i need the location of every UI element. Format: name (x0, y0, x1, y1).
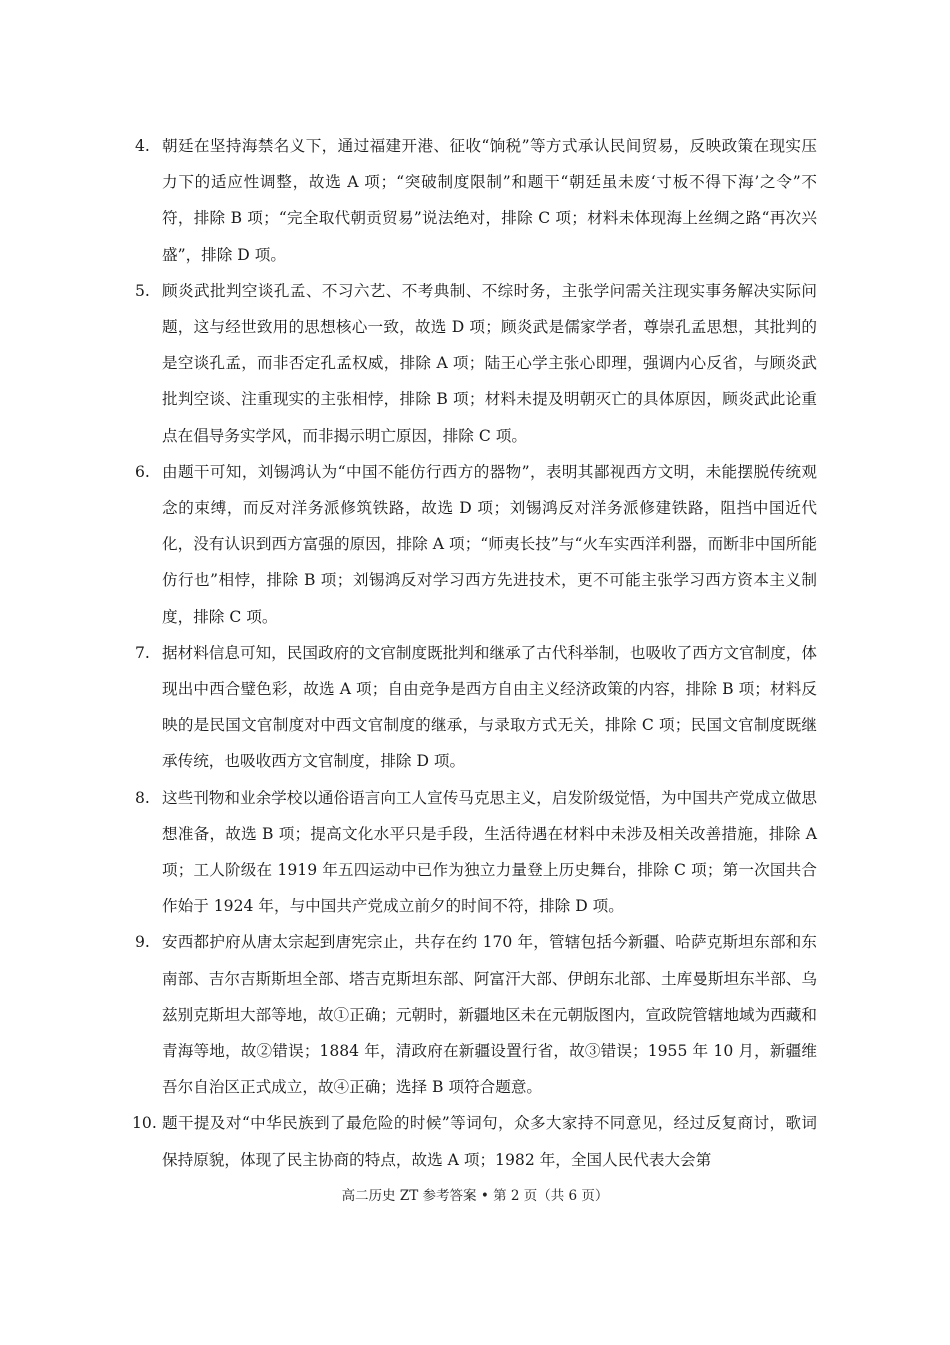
page-footer: 高二历史 ZT 参考答案 • 第 2 页（共 6 页） (341, 1188, 609, 1204)
answer-item-7 (135, 635, 817, 780)
answer-number: 6. (135, 462, 150, 481)
answer-explanation: 顾炎武批判空谈孔孟、不习六艺、不考典制、不综时务，主张学问需关注现实事务解决实际问题，这与经世致用的思想核心一致，故选 D 项；顾炎武是儒家学者，尊崇孔孟思想，其批判的是空谈孔孟，而非否定孔孟权威，排除 A 项；陆王心学主张心即理，强调内心反省，与顾炎武批判空谈、注重现实的主张相悖，排除 B 项；材料未提及明朝灭亡的具体原因，顾炎武此论重点在倡导务实学风，而非揭示明亡原因，排除 C 项。 (162, 281, 817, 445)
answer-explanation: 题干提及对“中华民族到了最危险的时候”等词句，众多大家持不同意见，经过反复商讨，歌词保持原貌，体现了民主协商的特点，故选 A 项；1982 年，全国人民代表大会第 (162, 1114, 817, 1169)
answer-explanation: 由题干可知，刘锡鸿认为“中国不能仿行西方的器物”，表明其鄙视西方文明，未能摆脱传统观念的束缚，而反对洋务派修筑铁路，故选 D 项；刘锡鸿反对洋务派修建铁路，阻挡中国近代化，没有认识到西方富强的原因，排除 A 项；“师夷长技”与“火车实西洋利器，而断非中国所能仿行也”相悖，排除 B 项；刘锡鸿反对学习西方先进技术，更不可能主张学习西方资本主义制度，排除 C 项。 (162, 462, 817, 626)
answer-explanation: 朝廷在坚持海禁名义下，通过福建开港、征收“饷税”等方式承认民间贸易，反映政策在现实压力下的适应性调整，故选 A 项；“突破制度限制”和题干“朝廷虽未废‘寸板不得下海’之令”不符，排除 B 项；“完全取代朝贡贸易”说法绝对，排除 C 项；材料未体现海上丝绸之路“再次兴盛”，排除 D 项。 (162, 137, 817, 264)
answer-item-4 (135, 128, 817, 273)
answer-number: 10. (132, 1114, 157, 1133)
answer-item-6 (135, 454, 817, 635)
answer-number: 7. (135, 643, 150, 662)
answer-item-8 (135, 780, 817, 925)
answer-number: 9. (135, 933, 150, 952)
answer-number: 4. (135, 137, 150, 155)
answer-number: 8. (135, 788, 150, 807)
answer-explanation: 这些刊物和业余学校以通俗语言向工人宣传马克思主义，启发阶级觉悟，为中国共产党成立做思想准备，故选 B 项；提高文化水平只是手段，生活待遇在材料中未涉及相关改善措施，排除 A 项；工人阶级在 1919 年五四运动中已作为独立力量登上历史舞台，排除 C 项；第一次国共合作始于 1924 年，与中国共产党成立前夕的时间不符，排除 D 项。 (162, 788, 817, 916)
answer-list (132, 128, 817, 1178)
answer-explanation: 据材料信息可知，民国政府的文官制度既批判和继承了古代科举制，也吸收了西方文官制度，体现出中西合璧色彩，故选 A 项；自由竞争是西方自由主义经济政策的内容，排除 B 项；材料反映的是民国文官制度对中西文官制度的继承，与录取方式无关，排除 C 项；民国文官制度既继承传统，也吸收西方文官制度，排除 D 项。 (162, 643, 817, 771)
answer-item-10 (132, 1105, 817, 1177)
answer-item-9 (135, 924, 817, 1105)
answer-number: 5. (135, 281, 150, 300)
answer-item-5 (135, 273, 817, 454)
answer-explanation: 安西都护府从唐太宗起到唐宪宗止，共存在约 170 年，管辖包括今新疆、哈萨克斯坦东部和东南部、吉尔吉斯斯坦全部、塔吉克斯坦东部、阿富汗大部、伊朗东北部、土库曼斯坦东半部、乌兹别克斯坦大部等地，故①正确；元朝时，新疆地区未在元朝版图内，宣政院管辖地域为西藏和青海等地，故②错误；1884 年，清政府在新疆设置行省，故③错误；1955 年 10 月，新疆维吾尔自治区正式成立，故④正确；选择 B 项符合题意。 (162, 933, 817, 1097)
